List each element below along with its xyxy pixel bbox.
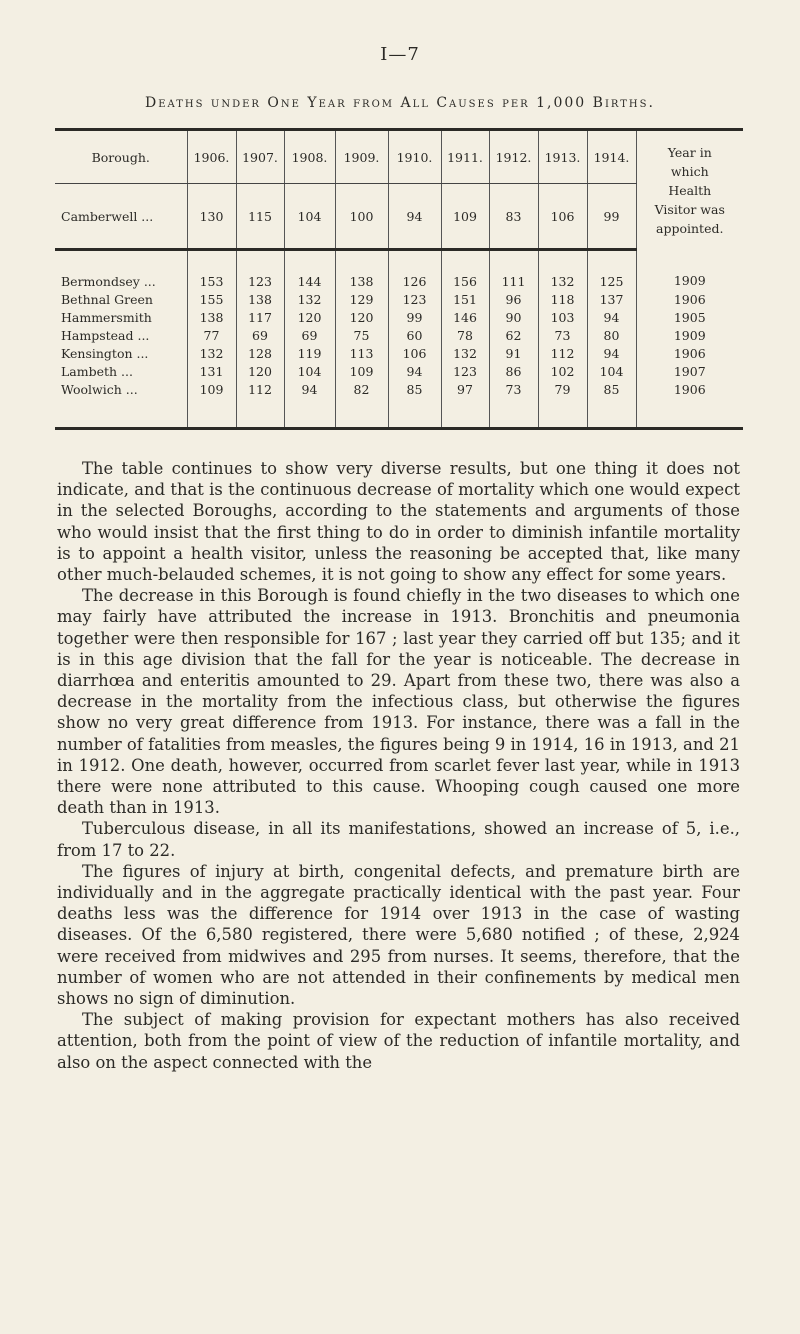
rate-cell: 153 [187,250,236,292]
rate-cell: 97 [441,381,489,429]
rate-cell: 94 [587,309,636,327]
rate-cell: 104 [284,363,335,381]
rate-cell: 85 [388,381,441,429]
borough-name: Hampstead ... [61,328,150,343]
table-row [55,345,743,363]
table-row [55,291,743,309]
paragraph: The table continues to show very diverse results, but one thing it does not indicate, and that is the continuous decrease of mortality which one would expect in the selected Boroughs, according to the statements and arguments of those who would insist that the first thing to do in order to diminish infantile mortality is to appoint a health visitor, unless the reasoning be accepted that, like many other much-belauded schemes, it is not going to show any effect for some years. [57,459,740,585]
rate-cell: 125 [587,250,636,292]
rate-cell: 78 [441,327,489,345]
rate-cell: 60 [388,327,441,345]
rate-cell: 109 [441,184,489,250]
rate-cell: 126 [388,250,441,292]
rate-cell: 62 [489,327,538,345]
header-row [55,130,743,184]
year-appointed-cell: 1906 [636,381,743,429]
rate-cell: 112 [538,345,587,363]
table-title: Deaths under One Year from All Causes per 1,000 Births. [145,95,655,111]
year-header: 1909. [335,130,388,184]
rate-cell: 113 [335,345,388,363]
year-header: 1911. [441,130,489,184]
rate-cell: 155 [187,291,236,309]
rate-cell: 118 [538,291,587,309]
paragraph: Tuberculous disease, in all its manifestations, showed an increase of 5, i.e., from 17 to 22. [57,819,740,860]
body-text [57,458,740,1073]
rate-cell: 79 [538,381,587,429]
rate-cell: 94 [587,345,636,363]
borough-name: Bermondsey ... [61,274,156,289]
rate-cell: 123 [388,291,441,309]
year-appointed-cell: 1907 [636,363,743,381]
rate-cell: 132 [441,345,489,363]
rate-cell: 115 [236,184,284,250]
rate-cell: 137 [587,291,636,309]
rate-cell: 146 [441,309,489,327]
borough-name: Bethnal Green [61,292,153,307]
rate-cell: 86 [489,363,538,381]
rate-cell: 109 [335,363,388,381]
rate-cell: 138 [187,309,236,327]
page-number: I—7 [380,44,420,65]
rate-cell: 132 [187,345,236,363]
year-appointed-cell: 1909 [636,250,743,292]
rate-cell: 83 [489,184,538,250]
year-header: 1907. [236,130,284,184]
paragraph: The decrease in this Borough is found chiefly in the two diseases to which one may fairly have attributed the increase in 1913. Bronchitis and pneumonia together were then responsible for 167 ; last year they carried off but 135; and it is in this age division that the fall for the year is noticeable. The decrease in diarrhœa and enteritis amounted to 29. Apart from these two, there was also a decrease in the mortality from the infectious class, but otherwise the figures show no very great difference from 1913. For instance, there was a fall in the number of fatalities from measles, the figures being 9 in 1914, 16 in 1913, and 21 in 1912. One death, however, occurred from scarlet fever last year, while in 1913 there were none attributed to this cause. Whooping cough caused one more death than in 1913. [57,586,740,818]
rate-cell: 94 [388,184,441,250]
rate-cell: 104 [587,363,636,381]
rate-cell: 156 [441,250,489,292]
rate-cell: 132 [284,291,335,309]
rate-cell: 109 [187,381,236,429]
year-header: 1906. [187,130,236,184]
rate-cell: 120 [284,309,335,327]
rate-cell: 82 [335,381,388,429]
rate-cell: 94 [388,363,441,381]
rate-cell: 111 [489,250,538,292]
year-header: 1914. [587,130,636,184]
table-row [55,309,743,327]
year-header: 1913. [538,130,587,184]
year-header: 1908. [284,130,335,184]
borough-name: Camberwell ... [55,184,187,250]
rate-cell: 119 [284,345,335,363]
borough-name: Lambeth ... [61,364,133,379]
rate-cell: 80 [587,327,636,345]
rate-cell: 94 [284,381,335,429]
rate-cell: 120 [335,309,388,327]
paragraph: The subject of making provision for expectant mothers has also received attention, both from the point of view of the reduction of infantile mortality, and also on the aspect connected with the [57,1010,740,1072]
rate-cell: 69 [284,327,335,345]
borough-header: Borough. [55,130,187,184]
rate-cell: 130 [187,184,236,250]
rate-cell: 91 [489,345,538,363]
rate-cell: 129 [335,291,388,309]
borough-name: Kensington ... [61,346,149,361]
year-header: 1912. [489,130,538,184]
year-appointed-cell: 1906 [636,345,743,363]
table-row [55,250,743,292]
rate-cell: 77 [187,327,236,345]
rate-cell: 96 [489,291,538,309]
rate-cell: 85 [587,381,636,429]
year-appointed-header: Year in which Health Visitor was appointed. [636,130,743,250]
rate-cell: 99 [587,184,636,250]
rate-cell: 106 [538,184,587,250]
year-header: 1910. [388,130,441,184]
mortality-table [55,128,743,430]
paragraph: The figures of injury at birth, congenital defects, and premature birth are individually and in the aggregate practically identical with the past year. Four deaths less was the difference for 1914 over 1913 in the case of wasting diseases. Of the 6,580 registered, there were 5,680 notified ; of these, 2,924 were received from midwives and 295 from nurses. It seems, therefore, that the number of women who are not attended in their confinements by medical men shows no sign of diminution. [57,861,740,1009]
rate-cell: 144 [284,250,335,292]
year-appointed-cell: 1905 [636,309,743,327]
rate-cell: 106 [388,345,441,363]
rate-cell: 69 [236,327,284,345]
rate-cell: 104 [284,184,335,250]
borough-name: Woolwich ... [61,382,138,397]
rate-cell: 117 [236,309,284,327]
rate-cell: 128 [236,345,284,363]
rate-cell: 100 [335,184,388,250]
table-row [55,327,743,345]
rate-cell: 90 [489,309,538,327]
rate-cell: 73 [538,327,587,345]
rate-cell: 123 [441,363,489,381]
year-appointed-cell: 1909 [636,327,743,345]
rate-cell: 112 [236,381,284,429]
borough-name: Hammersmith [61,310,152,325]
rate-cell: 132 [538,250,587,292]
rate-cell: 99 [388,309,441,327]
rate-cell: 73 [489,381,538,429]
rate-cell: 138 [335,250,388,292]
rate-cell: 123 [236,250,284,292]
rate-cell: 102 [538,363,587,381]
rate-cell: 151 [441,291,489,309]
table-row [55,381,743,429]
rate-cell: 138 [236,291,284,309]
year-appointed-cell: 1906 [636,291,743,309]
rate-cell: 75 [335,327,388,345]
rate-cell: 131 [187,363,236,381]
table-body [55,250,743,429]
rate-cell: 103 [538,309,587,327]
rate-cell: 120 [236,363,284,381]
table-row [55,363,743,381]
